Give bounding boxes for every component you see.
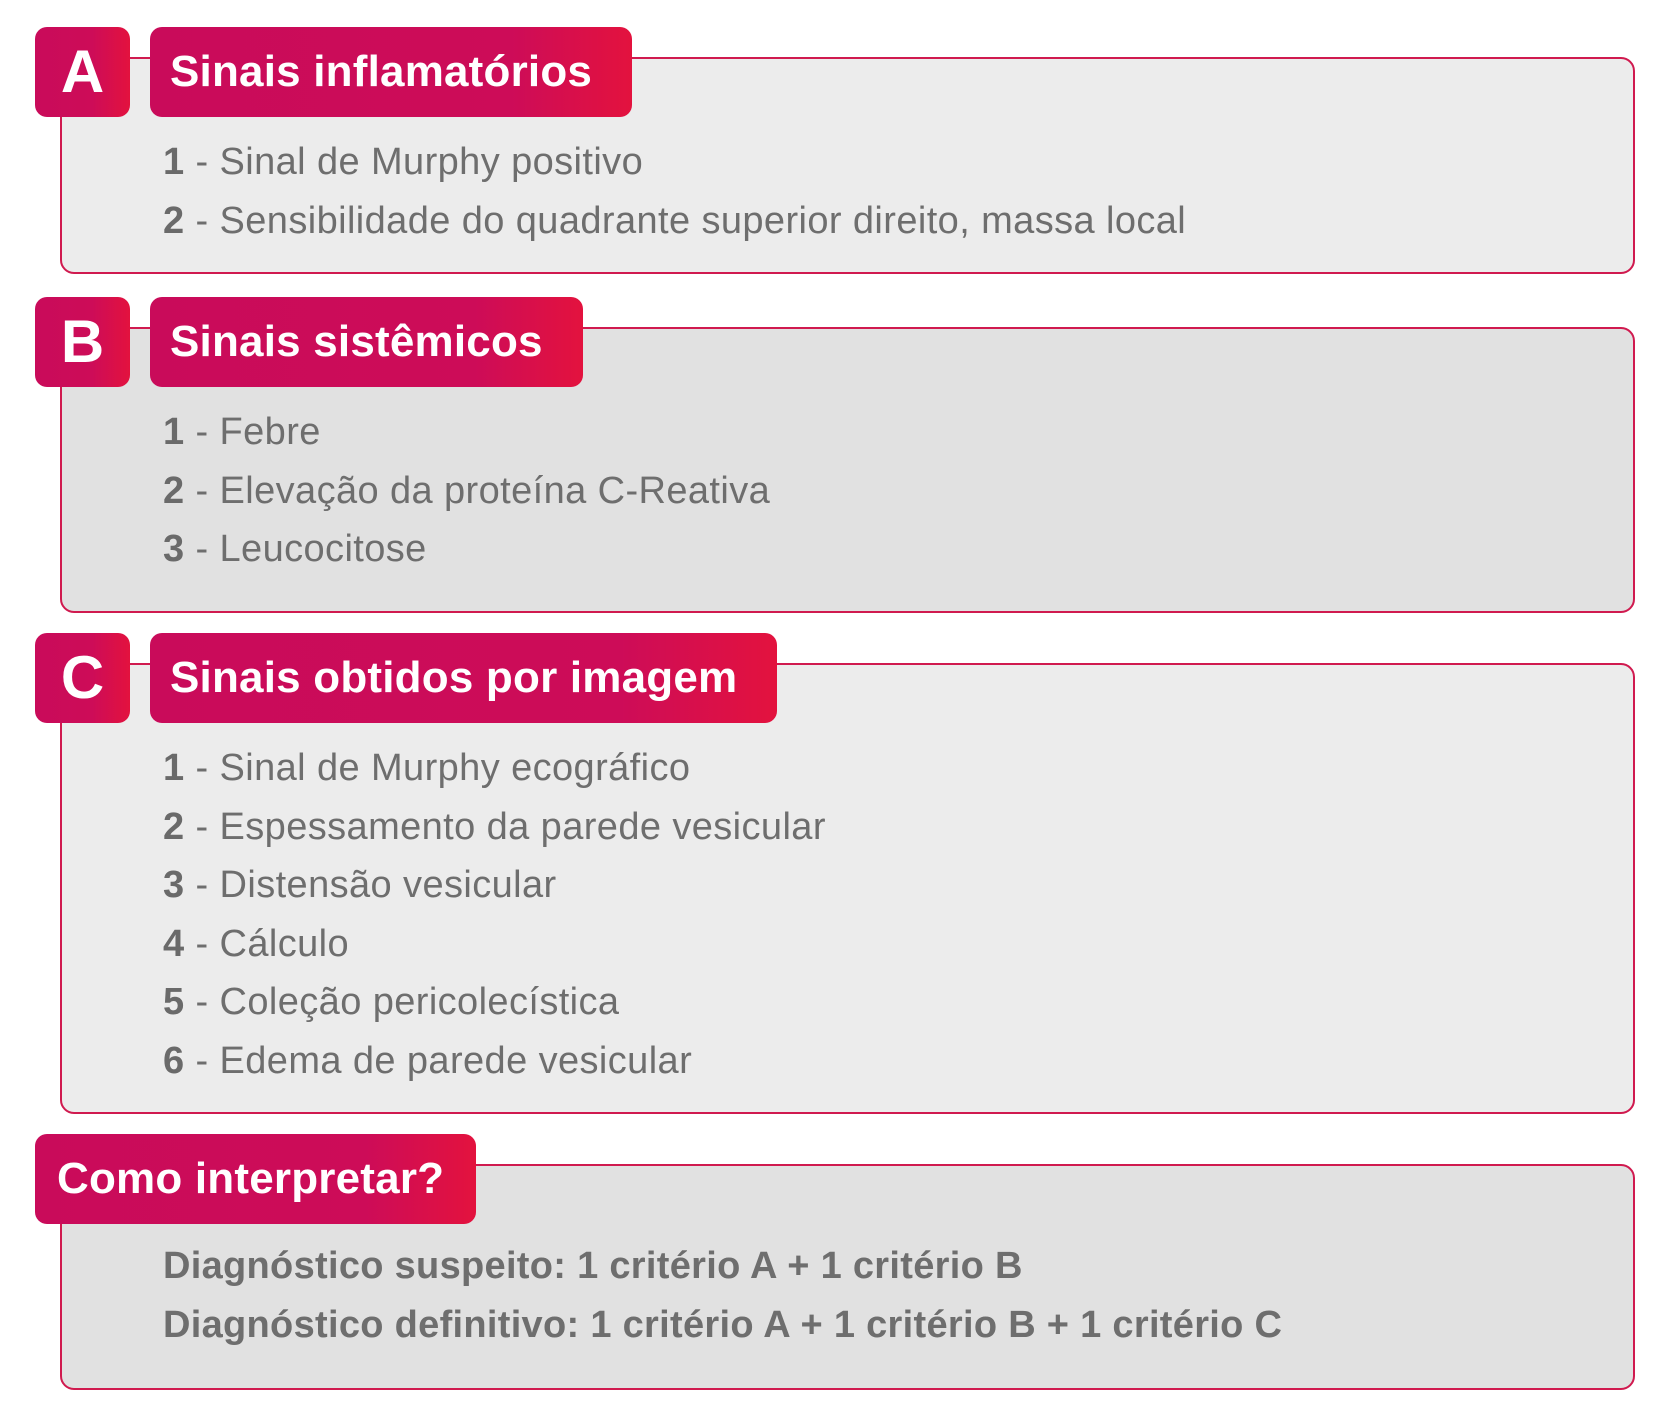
item-number: 4: [163, 922, 185, 965]
section-a-letter-badge: A: [35, 27, 130, 117]
item-text: - Distensão vesicular: [184, 864, 557, 906]
section-b-title: Sinais sistêmicos: [150, 297, 583, 387]
item-number: 1: [163, 411, 185, 453]
interpretation-line-definitive: Diagnóstico definitivo: 1 critério A + 1 critério B + 1 critério C: [163, 1304, 1283, 1346]
item-number: 2: [163, 469, 185, 512]
interpretation-title: Como interpretar?: [35, 1134, 476, 1224]
item-text: - Elevação da proteína C-Reativa: [184, 469, 771, 512]
item-text: - Sinal de Murphy positivo: [184, 141, 644, 183]
section-c-letter-badge: C: [35, 633, 130, 723]
section-b-letter-badge: B: [35, 297, 130, 387]
section-c-title: Sinais obtidos por imagem: [150, 633, 777, 723]
item-text: - Sensibilidade do quadrante superior direito, massa local: [184, 199, 1187, 242]
item-text: - Espessamento da parede vesicular: [184, 805, 826, 848]
item-number: 3: [163, 864, 185, 906]
item-number: 3: [163, 528, 185, 570]
section-a-title: Sinais inflamatórios: [150, 27, 632, 117]
item-text: - Febre: [184, 411, 321, 453]
item-number: 1: [163, 141, 185, 183]
item-text: - Sinal de Murphy ecográfico: [184, 747, 691, 789]
item-text: - Coleção pericolecística: [184, 981, 620, 1023]
interpretation-line-suspected: Diagnóstico suspeito: 1 critério A + 1 critério B: [163, 1245, 1023, 1287]
interpretation-lines: [163, 1237, 1282, 1355]
item-text: - Edema de parede vesicular: [184, 1039, 693, 1082]
item-number: 2: [163, 805, 185, 848]
item-number: 5: [163, 981, 185, 1023]
item-text: - Leucocitose: [184, 528, 427, 570]
item-text: - Cálculo: [184, 922, 350, 965]
item-number: 2: [163, 199, 185, 242]
item-number: 1: [163, 747, 185, 789]
item-number: 6: [163, 1039, 185, 1082]
